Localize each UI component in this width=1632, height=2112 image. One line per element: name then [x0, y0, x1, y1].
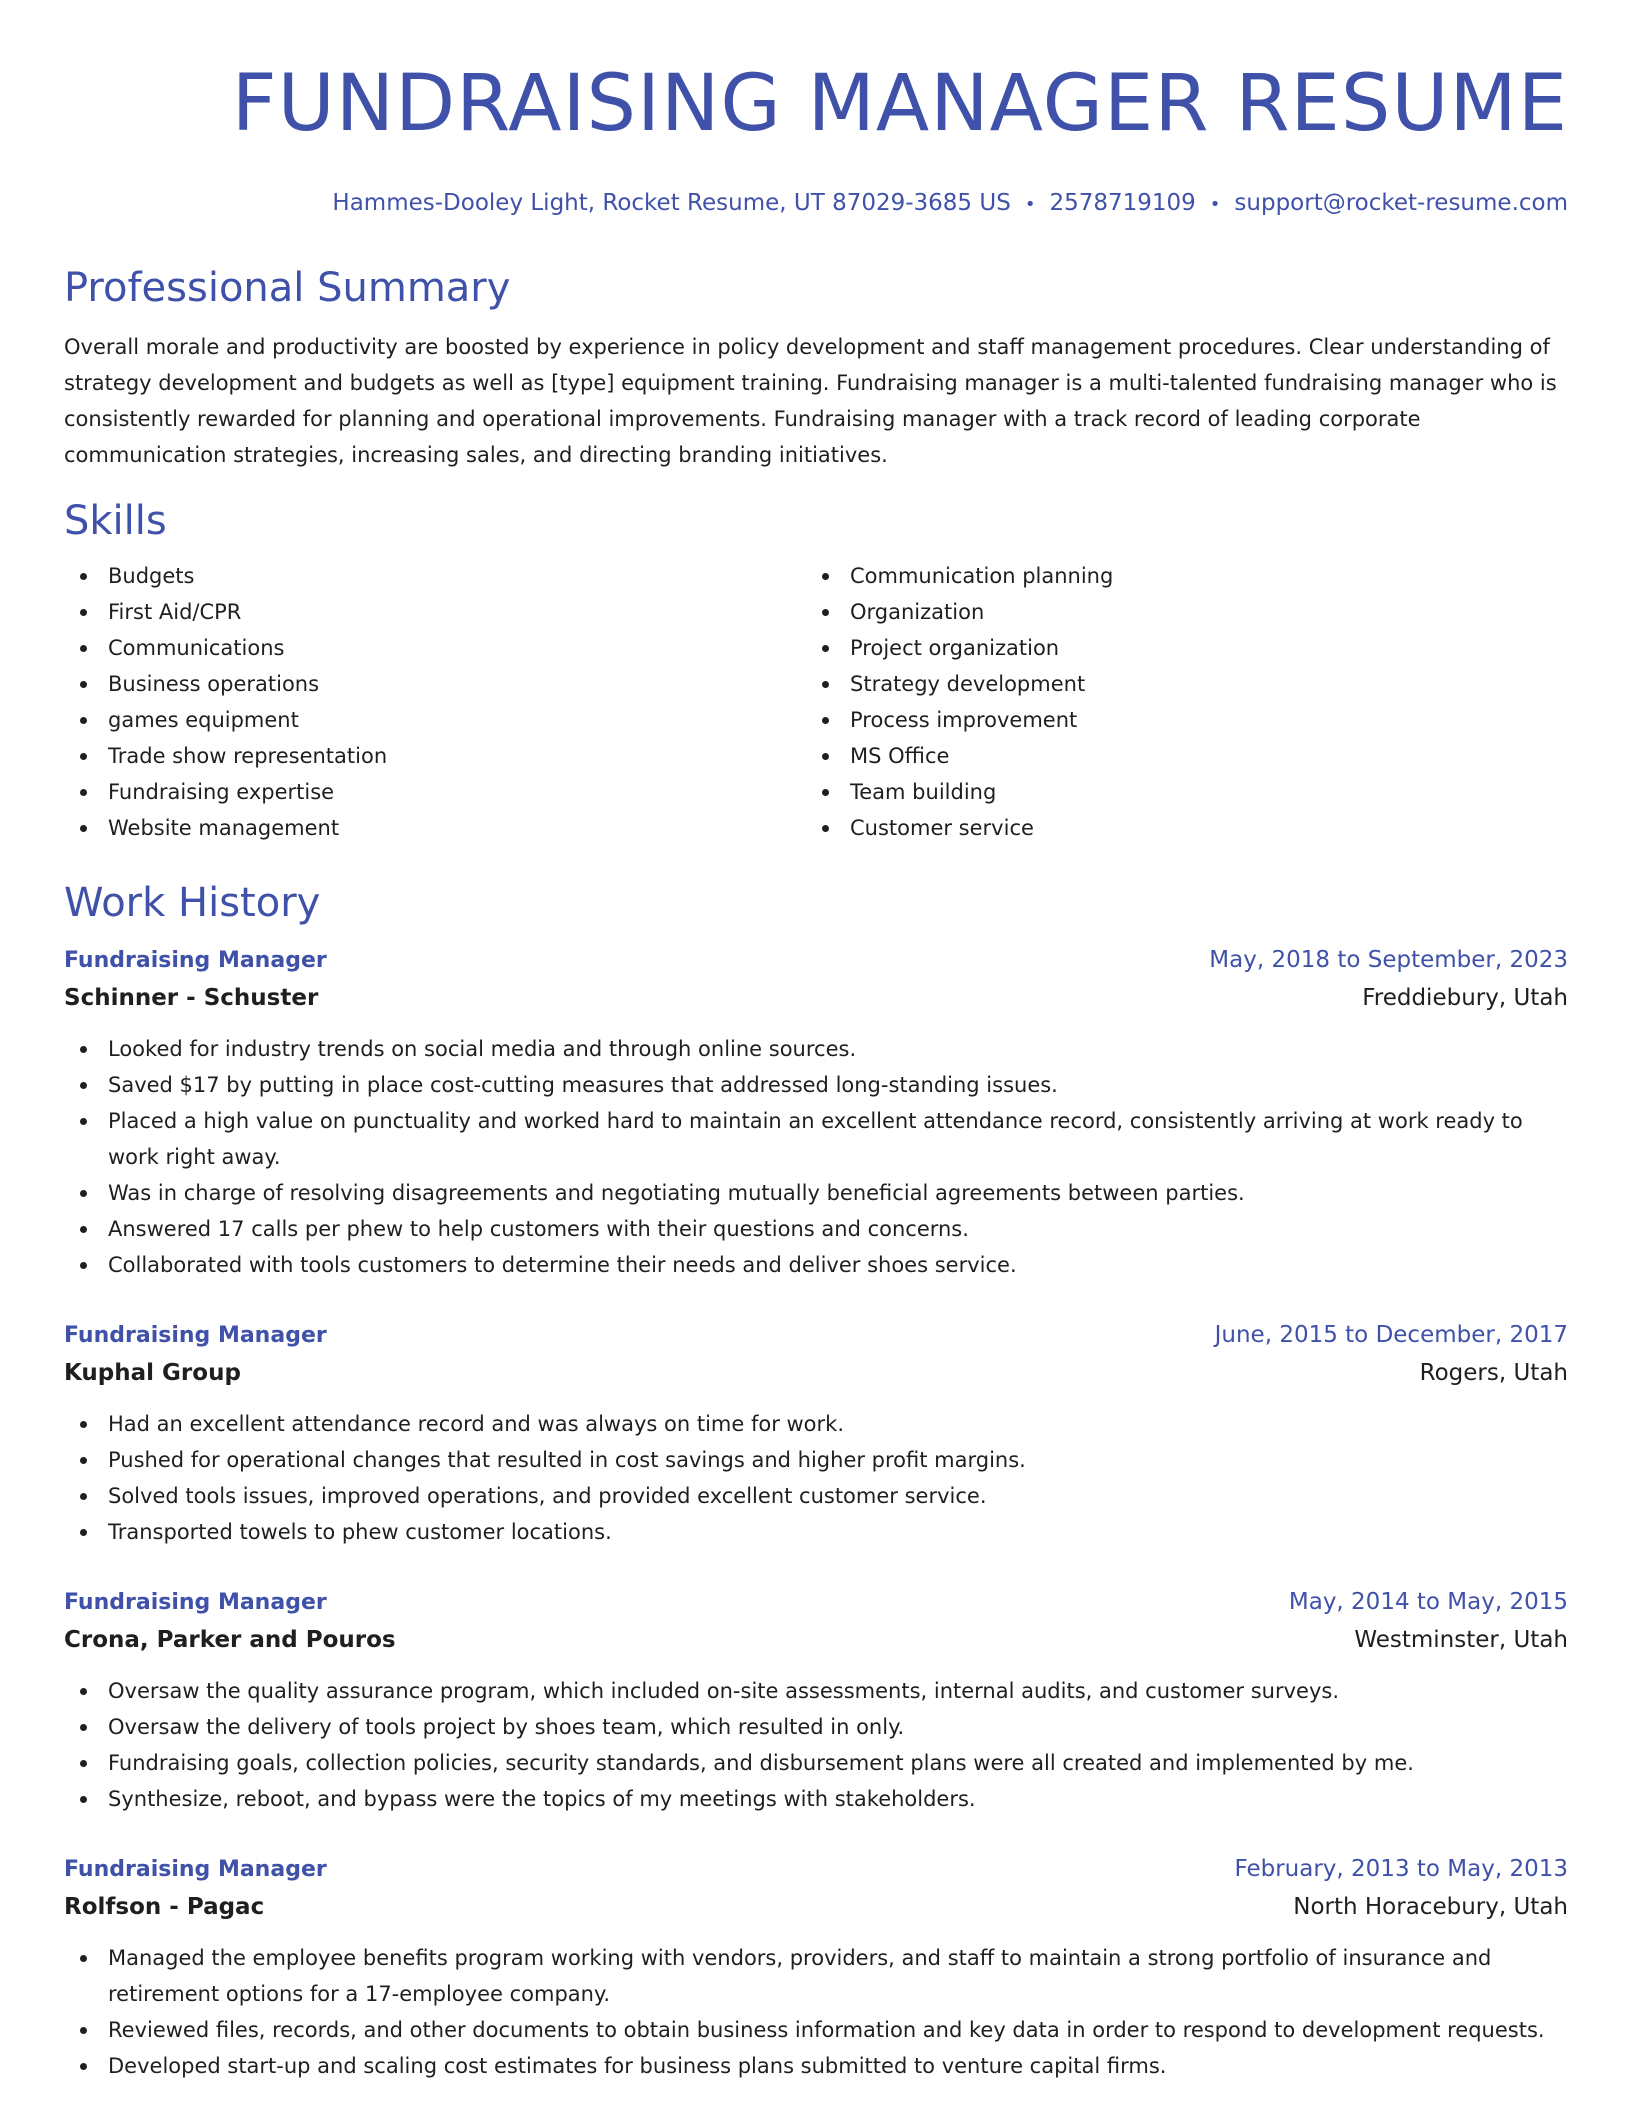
job-dates: May, 2018 to September, 2023: [1209, 947, 1568, 973]
job-title-row: [64, 1317, 1568, 1354]
skill-item: games equipment: [64, 702, 806, 738]
skill-item: Fundraising expertise: [64, 774, 806, 810]
job-dates: February, 2013 to May, 2013: [1234, 1856, 1568, 1882]
contact-separator: •: [1209, 194, 1221, 215]
job-bullets: [64, 1673, 1568, 1817]
job-title-row: [64, 1584, 1568, 1621]
skills-list-right: [806, 558, 1548, 846]
skill-item: Project organization: [806, 630, 1548, 666]
skills-list-left: [64, 558, 806, 846]
professional-summary-section: [64, 263, 1568, 473]
job-company: Schinner - Schuster: [64, 985, 319, 1011]
skill-item: Team building: [806, 774, 1548, 810]
skill-item: Strategy development: [806, 666, 1548, 702]
job-bullet: Saved $17 by putting in place cost-cutting measures that addressed long-standing issues.: [64, 1067, 1568, 1103]
job-dates: May, 2014 to May, 2015: [1288, 1589, 1568, 1615]
skill-item: Communications: [64, 630, 806, 666]
skill-item: Customer service: [806, 810, 1548, 846]
job-company: Crona, Parker and Pouros: [64, 1627, 396, 1653]
section-heading-summary: Professional Summary: [64, 265, 511, 311]
job-entry: [64, 1317, 1568, 1550]
skills-columns: [64, 558, 1568, 846]
job-entry: [64, 942, 1568, 1283]
job-title: Fundraising Manager: [64, 1323, 327, 1348]
job-bullet: Collaborated with tools customers to determine their needs and deliver shoes service.: [64, 1247, 1568, 1283]
job-bullet: Synthesize, reboot, and bypass were the topics of my meetings with stakeholders.: [64, 1781, 1568, 1817]
skill-item: Budgets: [64, 558, 806, 594]
job-title: Fundraising Manager: [64, 948, 327, 973]
job-bullet: Oversaw the delivery of tools project by shoes team, which resulted in only.: [64, 1709, 1568, 1745]
skill-item: Process improvement: [806, 702, 1548, 738]
job-bullet: Oversaw the quality assurance program, which included on-site assessments, internal audits, and customer surveys.: [64, 1673, 1568, 1709]
contact-email: support@rocket-resume.com: [1234, 190, 1568, 216]
job-bullet: Transported towels to phew customer locations.: [64, 1514, 1568, 1550]
job-location: Westminster, Utah: [1354, 1627, 1568, 1653]
job-company-row: [64, 1354, 1568, 1392]
job-bullet: Was in charge of resolving disagreements and negotiating mutually beneficial agreements between parties.: [64, 1175, 1568, 1211]
skill-item: Business operations: [64, 666, 806, 702]
job-bullet: Placed a high value on punctuality and worked hard to maintain an excellent attendance record, consistently arriving at work ready to work right away.: [64, 1103, 1568, 1175]
job-location: North Horacebury, Utah: [1293, 1894, 1568, 1920]
job-bullet: Reviewed files, records, and other documents to obtain business information and key data in order to respond to development requests.: [64, 2012, 1568, 2048]
job-bullets: [64, 1406, 1568, 1550]
job-bullet: Managed the employee benefits program working with vendors, providers, and staff to maintain a strong portfolio of insurance and retirement options for a 17-employee company.: [64, 1940, 1568, 2012]
job-title-row: [64, 942, 1568, 979]
job-entry: [64, 1584, 1568, 1817]
work-history-section: [64, 878, 1568, 2084]
section-heading-skills: Skills: [64, 498, 167, 544]
job-company-row: [64, 979, 1568, 1017]
skill-item: Trade show representation: [64, 738, 806, 774]
section-heading-work-history: Work History: [64, 880, 321, 926]
job-title-row: [64, 1851, 1568, 1888]
skill-item: Communication planning: [806, 558, 1548, 594]
job-bullet: Fundraising goals, collection policies, security standards, and disbursement plans were all created and implemented by me.: [64, 1745, 1568, 1781]
resume-title: FUNDRAISING MANAGER RESUME: [231, 59, 1568, 149]
job-location: Freddiebury, Utah: [1362, 985, 1568, 1011]
skill-item: Website management: [64, 810, 806, 846]
job-title: Fundraising Manager: [64, 1857, 327, 1882]
job-company-row: [64, 1621, 1568, 1659]
job-dates: June, 2015 to December, 2017: [1214, 1322, 1568, 1348]
job-location: Rogers, Utah: [1419, 1360, 1568, 1386]
skills-section: [64, 496, 1568, 846]
job-bullet: Looked for industry trends on social media and through online sources.: [64, 1031, 1568, 1067]
job-company-row: [64, 1888, 1568, 1926]
job-title: Fundraising Manager: [64, 1590, 327, 1615]
job-bullet: Had an excellent attendance record and was always on time for work.: [64, 1406, 1568, 1442]
job-company: Kuphal Group: [64, 1360, 241, 1386]
job-bullets: [64, 1031, 1568, 1283]
contact-phone: 2578719109: [1049, 190, 1196, 216]
job-bullet: Pushed for operational changes that resulted in cost savings and higher profit margins.: [64, 1442, 1568, 1478]
summary-text: Overall morale and productivity are boosted by experience in policy development and staff management procedures. Clear understanding of strategy development and budgets as well as [type] equipment training. Fundraising manager is a multi-talented fundraising manager who is consistently rewarded for planning and operational improvements. Fundraising manager with a track record of leading corporate communication strategies, increasing sales, and directing branding initiatives.: [64, 335, 1557, 467]
job-bullets: [64, 1940, 1568, 2084]
job-entry: [64, 1851, 1568, 2084]
job-company: Rolfson - Pagac: [64, 1894, 265, 1920]
job-bullet: Answered 17 calls per phew to help customers with their questions and concerns.: [64, 1211, 1568, 1247]
skill-item: MS Office: [806, 738, 1548, 774]
job-bullet: Developed start-up and scaling cost estimates for business plans submitted to venture capital firms.: [64, 2048, 1568, 2084]
contact-address: Hammes-Dooley Light, Rocket Resume, UT 87029-3685 US: [332, 190, 1011, 216]
skill-item: Organization: [806, 594, 1548, 630]
contact-separator: •: [1024, 194, 1036, 215]
job-bullet: Solved tools issues, improved operations, and provided excellent customer service.: [64, 1478, 1568, 1514]
contact-line: [64, 188, 1568, 220]
skill-item: First Aid/CPR: [64, 594, 806, 630]
